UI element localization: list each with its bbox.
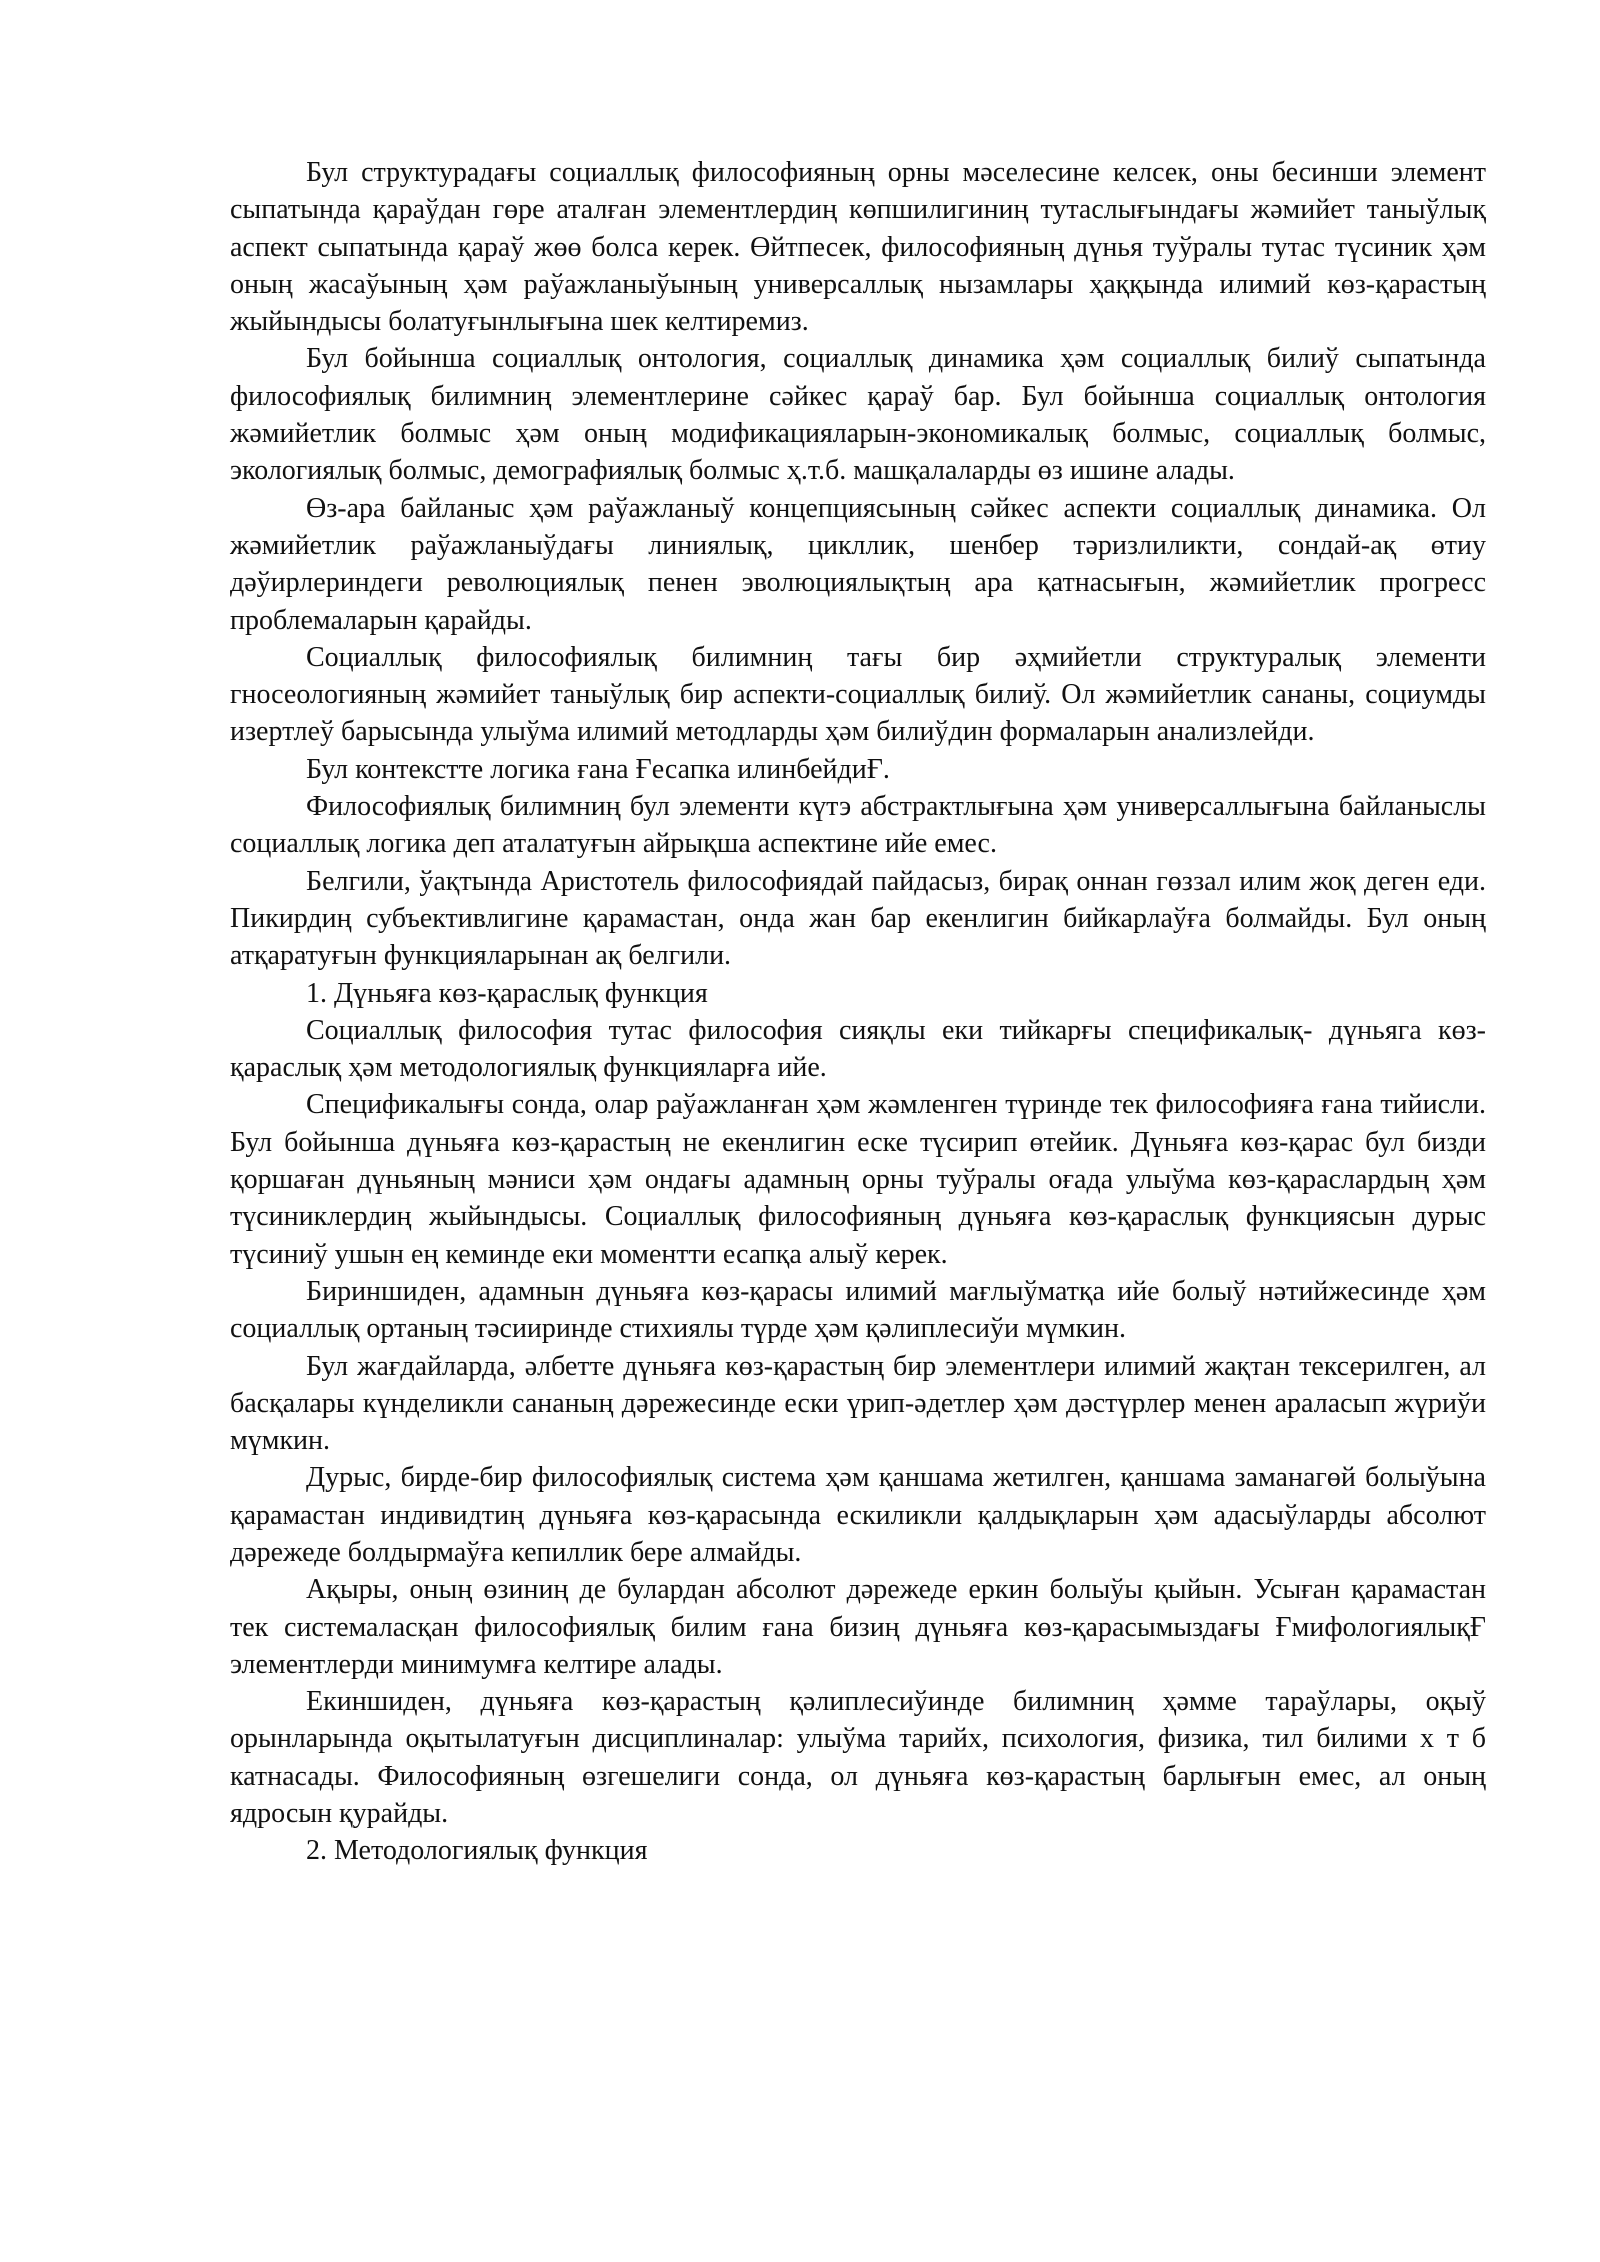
paragraph: Бириншиден, адамнын дүньяға көз-қарасы илимий мағлыўматқа ийе болыў нәтийжесинде ҳәм социаллық ортаның тәсииринде стихиялы түрде ҳәм қәлиплесиўи мүмкин. [230,1275,1486,1345]
paragraph: Социаллық философия тутас философия сияқлы еки тийкарғы спецификалық- дүньяга көз-қараслық ҳәм методологиялық функцияларға ийе. [230,1014,1486,1084]
document-body [230,154,1486,1870]
paragraph: Дурыс, бирде-бир философиялық система ҳәм қаншама жетилген, қаншама заманагөй болыўына қарамастан индивидтиң дүньяға көз-қарасында ескиликли қалдықларын ҳәм адасыўларды абсолют дәрежеде болдырмаўға кепиллик бере алмайды. [230,1462,1486,1568]
paragraph: Екиншиден, дүньяға көз-қарастың қәлиплесиўинде билимниң ҳәмме тараўлары, оқыў орынларында оқытылатуғын дисциплиналар: улыўма тарийх, психология, физика, тил билими х т б катнасады. Философияның өзгешелиги сонда, ол дүньяға көз-қарастың барлығын емес, ал оның ядросын қурайды. [230,1686,1486,1830]
paragraph: Бул жағдайларда, әлбетте дүньяға көз-қарастың бир элементлери илимий жақтан тексерилген, ал басқалары күнделикли сананың дәрежесинде ески үрип-әдетлер ҳәм дәстүрлер менен араласып жүриўи мүмкин. [230,1350,1486,1457]
paragraph: Социаллық философиялық билимниң тағы бир әҳмийетли структуралық элементи гносеологияның жәмийет таныўлық бир аспекти-социаллық билиў. Ол жәмийетлик сананы, социумды изертлеў барысында улыўма илимий методларды ҳәм билиўдин формаларын анализлейди. [230,641,1486,748]
paragraph: Философиялық билимниң бул элементи күтэ абстрактлығына ҳәм универсаллығына байланыслы социаллық логика деп аталатуғын айрықша аспектине ийе емес. [230,791,1486,860]
paragraph: Бул бойынша социаллық онтология, социаллық динамика ҳәм социаллық билиў сыпатында философиялық билимниң элементлерине сәйкес қараў бар. Бул бойынша социаллық онтология жәмийетлик болмыс ҳәм оның модификацияларын-экономикалық болмыс, социаллық болмыс, экологиялық болмыс, демографиялық болмыс ҳ.т.б. машқалаларды өз ишине алады. [230,343,1486,487]
paragraph: Белгили, ўақтында Аристотель философиядай пайдасыз, бирақ оннан гөззал илим жоқ деген еди. Пикирдиң субъективлигине қарамастан, онда жан бар екенлигин бийкарлаўға болмайды. Бул оның атқаратуғын функцияларынан ақ белгили. [230,865,1486,972]
paragraph: Спецификалығы сонда, олар раўажланған ҳәм жәмленген түринде тек философияға ғана тийисли. Бул бойынша дүньяға көз-қарастың не екенлигин еске түсирип өтейик. Дүньяға көз-қарас бул бизди қоршаған дүньяның мәниси ҳәм ондағы адамның орны туўралы оғада улыўма көз-қараслардың ҳәм түсиниклердиң жыйындысы. Социаллық философияның дүньяға көз-қараслық функциясын дурыс түсиниў ушын ең кеминде еки моментти есапқа алыў керек. [230,1089,1486,1270]
section-heading: 1. Дүньяға көз-қараслық функция [306,977,708,1009]
paragraph: Бул структурадағы социаллық философияның орны мәселесине келсек, оны бесинши элемент сыпатында қараўдан гөре аталған элементлердиң көпшилигиниң тутаслығындағы жәмийет таныўлық аспект сыпатында қараў жөө болса керек. Өйтпесек, философияның дүнья туўралы тутас түсиник ҳәм оның жасаўының ҳәм раўажланыўының универсаллық нызамлары ҳаққында илимий көз-қарастың жыйындысы болатуғынлығына шек келтиремиз. [230,157,1486,338]
paragraph: Ақыры, оның өзиниң де булардан абсолют дәрежеде еркин болыўы қыйын. Усыған қарамастан тек системаласқан философиялық билим ғана бизиң дүньяға көз-қарасымыздағы ҒмифологиялықҒ элементлерди минимумға келтире алады. [230,1574,1486,1680]
paragraph: Өз-ара байланыс ҳәм раўажланыў концепциясының сәйкес аспекти социаллық динамика. Ол жәмийетлик раўажланыўдағы линиялық, цикллик, шенбер тәризлиликти, сондай-ақ өтиу дәўирлериндеги революциялық пенен эволюциялықтың ара қатнасығын, жәмийетлик прогресс проблемаларын қарайды. [230,492,1486,636]
paragraph: Бул контекстте логика ғана Ғесапка илинбейдиҒ. [306,753,890,785]
section-heading: 2. Методологиялық функция [306,1835,648,1867]
